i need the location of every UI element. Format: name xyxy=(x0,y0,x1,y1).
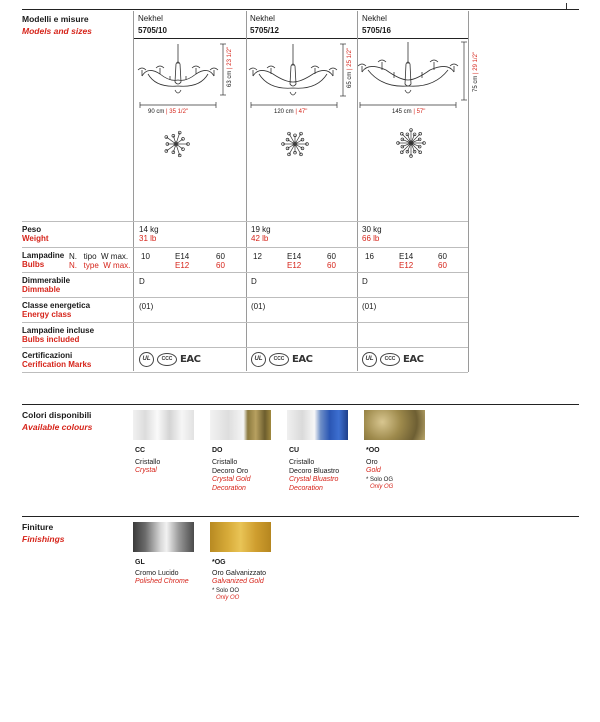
arm-bulb xyxy=(406,150,409,153)
eac-icon: EAC xyxy=(180,354,201,365)
arm-bulb xyxy=(413,150,416,153)
table-rule xyxy=(22,322,468,323)
section-title-finishings: Finiture xyxy=(22,522,54,532)
weight-kg: 19 kg xyxy=(251,225,271,234)
row-label-dimmable xyxy=(22,276,70,294)
bulbs-type xyxy=(399,252,413,270)
swatch-polished-chrome xyxy=(133,522,194,552)
corner-tick xyxy=(566,3,567,9)
label-en: Cerification Marks xyxy=(22,360,92,369)
bulbs-w-it: 60 xyxy=(216,252,225,261)
swatch-gold xyxy=(364,410,425,440)
dimmable-value: D xyxy=(139,277,145,286)
ul-icon: UL xyxy=(251,352,266,367)
row-label-weight xyxy=(22,225,49,243)
energy-value: (01) xyxy=(139,302,154,311)
ccc-icon: CCC xyxy=(157,353,177,366)
n-label: N. xyxy=(69,252,77,261)
bulbs-w xyxy=(438,252,447,270)
model-header-rule xyxy=(358,38,468,39)
finish-code: *OG xyxy=(212,559,226,566)
energy-value: (01) xyxy=(362,302,377,311)
section-title-models: Modelli e misure xyxy=(22,14,89,24)
colour-name: Cristallo Decoro Bluastro xyxy=(289,459,340,475)
model-family: Nekhel xyxy=(362,14,387,23)
table-rule xyxy=(22,347,468,348)
finish-name-en: Galvanized Gold xyxy=(212,578,264,585)
colour-name-en: Crystal xyxy=(135,467,157,474)
section-title-models-en: Models and sizes xyxy=(22,26,92,36)
width-sep: | xyxy=(473,72,479,74)
bulbs-w xyxy=(327,252,336,270)
model-code: 5705/16 xyxy=(362,26,391,35)
row-label-energy xyxy=(22,301,90,319)
width-in: 47" xyxy=(298,109,308,115)
bulbs-type-it: E14 xyxy=(399,252,414,261)
finish-name-en: Polished Chrome xyxy=(135,578,189,585)
chandelier-top-view-icon xyxy=(394,126,428,160)
row-label-bulbs-included xyxy=(22,326,94,344)
row-label-bulbs xyxy=(22,251,64,269)
colour-name-en: Gold xyxy=(366,467,381,474)
swatch-galvanized-gold xyxy=(210,522,271,552)
arm-bulb xyxy=(406,133,409,136)
label-en: Bulbs xyxy=(22,260,45,269)
weight-cell xyxy=(139,225,159,243)
label-en: Energy class xyxy=(22,310,72,319)
column-divider xyxy=(468,221,469,372)
width-sep: | xyxy=(295,109,297,115)
cert-marks xyxy=(362,352,423,367)
dimmable-value: D xyxy=(251,277,257,286)
arm-bulb xyxy=(401,145,404,148)
model-code: 5705/12 xyxy=(250,26,279,35)
arm-bulb xyxy=(418,138,421,141)
label-it: Peso xyxy=(22,225,42,234)
bulbs-type-it: E14 xyxy=(175,252,190,261)
model-code: 5705/10 xyxy=(138,26,167,35)
width-sep: | xyxy=(347,68,353,70)
wmax-label-en: W max. xyxy=(103,261,131,270)
width-cm: 120 cm xyxy=(274,109,294,115)
colour-name: Cristallo Decoro Oro xyxy=(212,459,249,475)
width-sep: | xyxy=(413,109,415,115)
bulbs-w-it: 60 xyxy=(438,252,447,261)
bulbs-w-en: 60 xyxy=(438,261,447,270)
table-rule xyxy=(22,221,468,222)
colour-note-en: Only OG xyxy=(370,484,394,490)
colour-code: CU xyxy=(289,447,300,454)
bulbs-type-it: E14 xyxy=(287,252,302,261)
model-header-rule xyxy=(247,38,357,39)
chandelier-top-view-icon xyxy=(160,128,192,160)
tipo-label: tipo xyxy=(83,252,97,261)
chandelier-top-view-icon xyxy=(279,128,311,160)
label-it: Classe energetica xyxy=(22,301,91,310)
bulbs-subheader xyxy=(69,252,130,270)
section-title-colours: Colori disponibili xyxy=(22,410,92,420)
bulbs-type xyxy=(175,252,189,270)
label-it: Certificazioni xyxy=(22,351,73,360)
bulbs-n: 12 xyxy=(253,252,262,261)
height-in: 29 1/2" xyxy=(473,51,479,71)
height-cm: 63 cm xyxy=(227,70,233,87)
ccc-icon: CCC xyxy=(269,353,289,366)
height-in: 23 1/2" xyxy=(227,46,233,66)
cert-marks xyxy=(251,352,312,367)
label-it: Lampadine incluse xyxy=(22,326,95,335)
model-header-rule xyxy=(134,38,246,39)
model-family: Nekhel xyxy=(138,14,163,23)
height-label xyxy=(472,52,480,92)
table-rule xyxy=(22,247,468,248)
finish-name: Cromo Lucido xyxy=(135,570,179,577)
energy-value: (01) xyxy=(251,302,266,311)
ccc-icon: CCC xyxy=(380,353,400,366)
width-sep: | xyxy=(166,109,168,115)
colour-name-en: Crystal Gold Decoration xyxy=(212,476,251,492)
colour-name: Cristallo xyxy=(135,459,161,466)
bulbs-w xyxy=(216,252,225,270)
weight-kg: 14 kg xyxy=(139,225,159,234)
ul-icon: UL xyxy=(362,352,377,367)
table-rule xyxy=(22,272,468,273)
weight-cell xyxy=(251,225,271,243)
table-rule xyxy=(22,372,468,373)
colour-code: CC xyxy=(135,447,146,454)
section-title-finishings-en: Finishings xyxy=(22,534,65,544)
width-cm: 145 cm xyxy=(392,109,412,115)
finish-name: Oro Galvanizzato xyxy=(212,570,267,577)
section-rule xyxy=(22,516,579,517)
width-in: 57" xyxy=(416,109,426,115)
height-cm: 65 cm xyxy=(347,71,353,88)
n-label-en: N. xyxy=(69,261,77,270)
arm-bulb xyxy=(418,145,421,148)
finish-note-en: Only OO xyxy=(216,595,240,601)
width-sep: | xyxy=(227,67,233,69)
width-label xyxy=(274,108,307,116)
row-label-cert xyxy=(22,351,91,369)
wmax-label: W max. xyxy=(101,252,129,261)
label-en: Weight xyxy=(22,234,49,243)
ul-icon: UL xyxy=(139,352,154,367)
bulbs-type xyxy=(287,252,301,270)
column-divider xyxy=(468,11,469,221)
colour-code: *OO xyxy=(366,447,380,454)
weight-lb: 66 lb xyxy=(362,234,380,243)
label-it: Dimmerabile xyxy=(22,276,71,285)
bulbs-type-en: E12 xyxy=(399,261,414,270)
width-label xyxy=(148,108,188,116)
eac-icon: EAC xyxy=(292,354,313,365)
width-in: 35 1/2" xyxy=(169,109,189,115)
colour-note: * Solo OG xyxy=(366,477,394,483)
width-label xyxy=(392,108,425,116)
width-cm: 90 cm xyxy=(148,109,165,115)
section-title-colours-en: Available colours xyxy=(22,422,93,432)
swatch-crystal-gold xyxy=(210,410,271,440)
weight-lb: 42 lb xyxy=(251,234,269,243)
model-family: Nekhel xyxy=(250,14,275,23)
dimmable-value: D xyxy=(362,277,368,286)
colour-name-en: Crystal Bluastro Decoration xyxy=(289,476,339,492)
chandelier-side-view-5705-16 xyxy=(358,40,468,118)
bulbs-w-en: 60 xyxy=(216,261,225,270)
arm-bulb xyxy=(401,138,404,141)
arm-bulb xyxy=(413,133,416,136)
finish-code: GL xyxy=(135,559,145,566)
bulbs-type-en: E12 xyxy=(287,261,302,270)
weight-cell xyxy=(362,225,382,243)
chandelier-side-view-5705-12 xyxy=(247,40,357,118)
height-label xyxy=(226,47,234,87)
finish-note: * Solo OO xyxy=(212,588,240,594)
cert-marks xyxy=(139,352,200,367)
height-in: 25 1/2" xyxy=(347,47,353,67)
tipo-label-en: type xyxy=(83,261,99,270)
bulbs-w-it: 60 xyxy=(327,252,336,261)
label-en: Dimmable xyxy=(22,285,61,294)
bulbs-n: 16 xyxy=(365,252,374,261)
label-en: Bulbs included xyxy=(22,335,80,344)
table-rule xyxy=(22,297,468,298)
swatch-crystal xyxy=(133,410,194,440)
weight-kg: 30 kg xyxy=(362,225,382,234)
eac-icon: EAC xyxy=(403,354,424,365)
bulbs-w-en: 60 xyxy=(327,261,336,270)
colour-name: Oro xyxy=(366,459,378,466)
top-rule xyxy=(22,9,579,10)
section-rule xyxy=(22,404,579,405)
height-cm: 75 cm xyxy=(473,75,479,92)
colour-code: DO xyxy=(212,447,223,454)
weight-lb: 31 lb xyxy=(139,234,157,243)
swatch-crystal-blue xyxy=(287,410,348,440)
bulbs-type-en: E12 xyxy=(175,261,190,270)
bulbs-n: 10 xyxy=(141,252,150,261)
label-it: Lampadine xyxy=(22,251,65,260)
height-label xyxy=(346,48,354,88)
